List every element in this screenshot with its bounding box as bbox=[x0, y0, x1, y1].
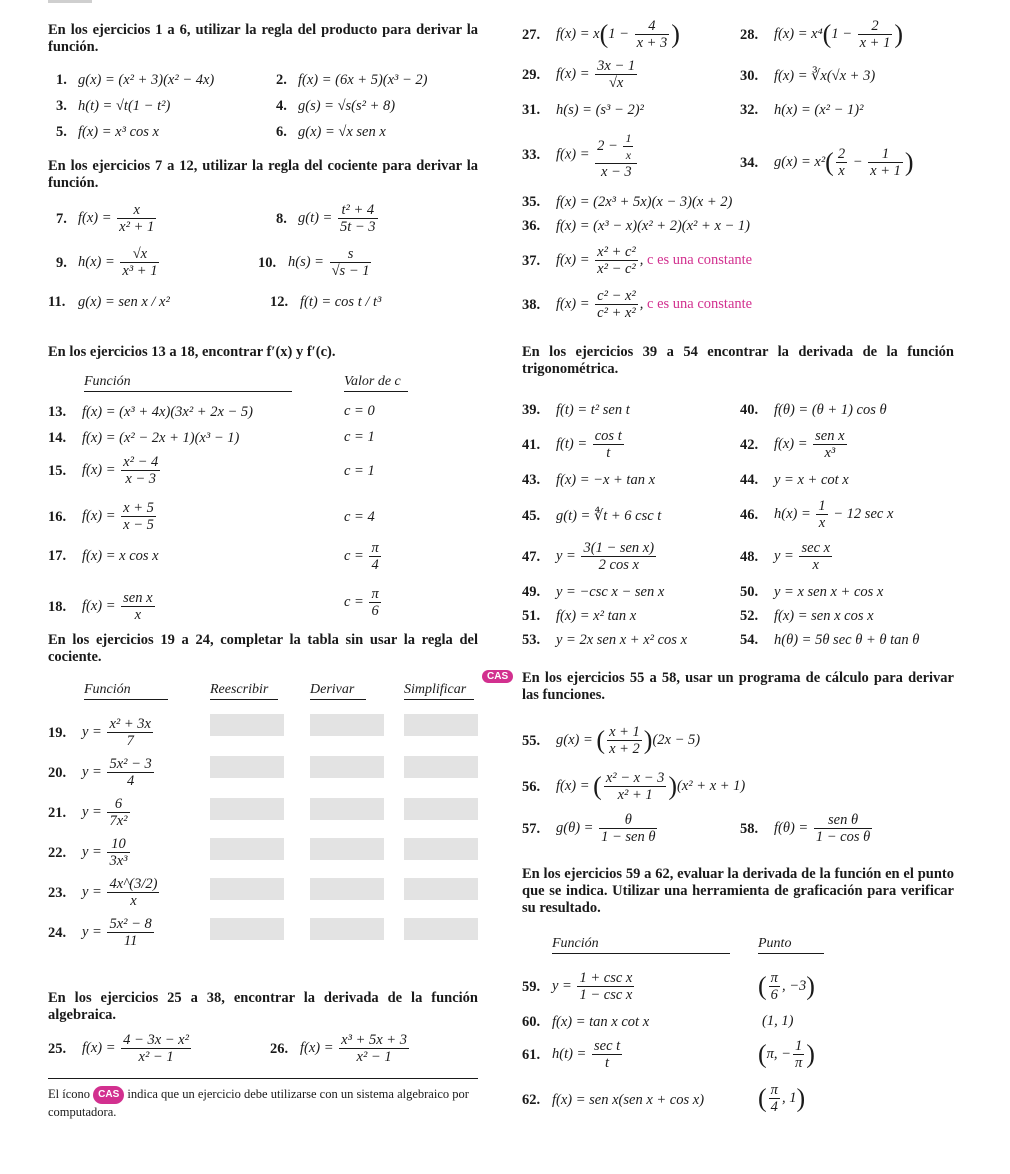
exercise-28: 28. f(x) = x⁴(1 − $\frac{2}{x + 1}$ ) bbox=[740, 18, 904, 51]
exercise-62: 62. f(x) = sen x(sen x + cos x) bbox=[522, 1091, 705, 1108]
exercise-39: 39. f(t) = t² sen t bbox=[522, 401, 630, 418]
exercise-32: 32. h(x) = (x² − 1)² bbox=[740, 101, 864, 118]
exercise-27: 27. f(x) = x(1 − $\frac{4}{x + 3}$ ) bbox=[522, 18, 680, 51]
exercise-43: 43. f(x) = −x + tan x bbox=[522, 471, 656, 488]
cas-badge-55-58: CAS bbox=[482, 670, 513, 683]
exercise-54: 54. h(θ) = 5θ sec θ + θ tan θ bbox=[740, 631, 920, 648]
exercise-59: 59. y = 1 + csc x 1 − csc x bbox=[522, 970, 633, 1003]
instruction-25-38: En los ejercicios 25 a 38, encontrar la derivada de la función algebraica. bbox=[48, 990, 478, 1023]
c-value-16: c = 4 bbox=[344, 509, 375, 525]
table-cell-21-simplify bbox=[404, 798, 478, 820]
exercise-33: 33. f(x) = 2 − $\frac{1}{x}$ x − 3 bbox=[522, 130, 639, 180]
c-value-15: c = 1 bbox=[344, 463, 375, 479]
instruction-19-24: En los ejercicios 19 a 24, completar la tabla sin usar la regla del cociente. bbox=[48, 632, 478, 665]
table-cell-19-rewrite bbox=[210, 714, 284, 736]
header-funcion: Función bbox=[84, 374, 292, 392]
table-cell-19-derive bbox=[310, 714, 384, 736]
instruction-59-62: En los ejercicios 59 a 62, evaluar la derivada de la función en el punto que se indica. Utilizar una herramienta de graficación para verificar su resultado. bbox=[522, 866, 954, 916]
table-cell-24-derive bbox=[310, 918, 384, 940]
point-59: ( $\frac{\pi}{6}$ , −3) bbox=[758, 970, 815, 1003]
header-valor-de-c: Valor de c bbox=[344, 374, 408, 392]
exercise-47: 47. y = 3(1 − sen x) 2 cos x bbox=[522, 540, 655, 573]
exercise-48: 48. y = sec x x bbox=[740, 540, 831, 573]
point-61: (π, − $\frac{1}{\pi}$ ) bbox=[758, 1038, 815, 1071]
table-cell-23-rewrite bbox=[210, 878, 284, 900]
exercise-58: 58. f(θ) = sen θ 1 − cos θ bbox=[740, 812, 871, 845]
table-cell-21-rewrite bbox=[210, 798, 284, 820]
exercise-6: 6. g(x) = √x sen x bbox=[276, 123, 386, 140]
exercise-15: 15. f(x) = $\frac{\text{x² − 4}}{x - 3}$ bbox=[48, 454, 159, 487]
table-cell-21-derive bbox=[310, 798, 384, 820]
instruction-55-58: En los ejercicios 55 a 58, usar un programa de cálculo para derivar las funciones. bbox=[522, 670, 954, 703]
exercise-30: 30. f(x) = ∛x(√x + 3) bbox=[740, 67, 876, 84]
exercise-37: 37. f(x) = $\frac{\text{x² + c²}}{\text{x² − c²}}$ , c es una constante bbox=[522, 244, 753, 277]
exercise-8: 8. g(t) = $\frac{\text{t² + 4}}{5t - 3}$ bbox=[276, 202, 376, 235]
exercise-46: 46. h(x) = $\frac{1}{x}$ − 12 sec x bbox=[740, 498, 894, 531]
exercise-17: 17. f(x) = x cos x bbox=[48, 547, 159, 564]
header-funcion-2: Función bbox=[84, 682, 168, 700]
c-value-18: c = $\frac{\pi}{6}$ bbox=[344, 586, 379, 619]
footnote-rule bbox=[48, 1078, 478, 1079]
exercise-36: 36. f(x) = (x³ − x)(x² + 2)(x² + x − 1) bbox=[522, 217, 750, 234]
exercise-44: 44. y = x + cot x bbox=[740, 471, 849, 488]
header-punto: Punto bbox=[758, 936, 824, 954]
exercise-60: 60. f(x) = tan x cot x bbox=[522, 1013, 650, 1030]
exercise-25: 25. f(x) = $\frac{\text{4 − 3x − x²}}{\text{x² − 1}}$ bbox=[48, 1032, 189, 1065]
exercise-61: 61. h(t) = sec t t bbox=[522, 1038, 621, 1071]
c-value-14: c = 1 bbox=[344, 429, 375, 445]
exercise-49: 49. y = −csc x − sen x bbox=[522, 583, 665, 600]
table-cell-20-derive bbox=[310, 756, 384, 778]
exercise-55: 55. g(x) = ( $\frac{x + 1}{x + 2}$ )(2x − 5) bbox=[522, 724, 701, 757]
exercise-53: 53. y = 2x sen x + x² cos x bbox=[522, 631, 688, 648]
c-value-17: c = $\frac{\pi}{4}$ bbox=[344, 540, 379, 573]
table-cell-19-simplify bbox=[404, 714, 478, 736]
exercise-14: 14. f(x) = (x² − 2x + 1)(x³ − 1) bbox=[48, 429, 240, 446]
exercise-7: 7. f(x) = $\frac{x}{\text{x² + 1}}$ bbox=[56, 202, 155, 235]
c-value-13: c = 0 bbox=[344, 403, 375, 419]
exercise-5: 5. f(x) = x³ cos x bbox=[56, 123, 159, 140]
exercise-51: 51. f(x) = x² tan x bbox=[522, 607, 637, 624]
exercise-31: 31. h(s) = (s³ − 2)² bbox=[522, 101, 644, 118]
header-reescribir: Reescribir bbox=[210, 682, 278, 700]
constant-note-38: c es una constante bbox=[647, 295, 753, 312]
constant-note-37: c es una constante bbox=[647, 251, 753, 268]
instruction-1-6: En los ejercicios 1 a 6, utilizar la regla del producto para derivar la función. bbox=[48, 22, 478, 55]
exercise-45: 45. g(t) = ∜t + 6 csc t bbox=[522, 507, 662, 524]
footnote: El ícono CAS indica que un ejercicio debe utilizarse con un sistema algebraico por computadora. bbox=[48, 1087, 469, 1120]
table-cell-22-rewrite bbox=[210, 838, 284, 860]
point-60: (1, 1) bbox=[762, 1013, 794, 1029]
exercise-57: 57. g(θ) = θ 1 − sen θ bbox=[522, 812, 656, 845]
table-cell-24-rewrite bbox=[210, 918, 284, 940]
exercise-13: 13. f(x) = (x³ + 4x)(3x² + 2x − 5) bbox=[48, 403, 254, 420]
instruction-39-54: En los ejercicios 39 a 54 encontrar la derivada de la función trigonométrica. bbox=[522, 344, 954, 377]
table-cell-20-rewrite bbox=[210, 756, 284, 778]
exercise-16: 16. f(x) = $\frac{x + 5}{x - 5}$ bbox=[48, 500, 154, 533]
exercise-19: 19. y = $\frac{\text{x² + 3x}}{7}$ bbox=[48, 716, 151, 749]
exercise-41: 41. f(t) = $\frac{\text{cos t}}{t}$ bbox=[522, 428, 622, 461]
top-rule bbox=[48, 0, 92, 3]
header-simplificar: Simplificar bbox=[404, 682, 474, 700]
exercise-26: 26. f(x) = $\frac{\text{x³ + 5x + 3}}{\text{x² − 1}}$ bbox=[270, 1032, 407, 1065]
exercise-2: 2. f(x) = (6x + 5)(x³ − 2) bbox=[276, 71, 428, 88]
exercise-3: 3. h(t) = √t(1 − t²) bbox=[56, 97, 171, 114]
exercise-1: 1. g(x) = (x² + 3)(x² − 4x) bbox=[56, 71, 215, 88]
exercise-42: 42. f(x) = sen x x³ bbox=[740, 428, 845, 461]
table-cell-24-simplify bbox=[404, 918, 478, 940]
exercise-38: 38. f(x) = $\frac{\text{c² − x²}}{\text{c² + x²}}$ , c es una constante bbox=[522, 288, 753, 321]
header-derivar: Derivar bbox=[310, 682, 366, 700]
exercise-40: 40. f(θ) = (θ + 1) cos θ bbox=[740, 401, 887, 418]
exercise-22: 22. y = $\frac{10}{\text{3x³}}$ bbox=[48, 836, 128, 869]
exercise-12: 12. f(t) = cos t / t³ bbox=[270, 293, 382, 310]
exercise-11: 11. g(x) = sen x / x² bbox=[48, 293, 170, 310]
exercise-18: 18. f(x) = sen x x bbox=[48, 590, 153, 623]
exercise-10: 10. h(s) = $\frac{s}{√s - 1}$ bbox=[258, 246, 370, 279]
exercise-52: 52. f(x) = sen x cos x bbox=[740, 607, 874, 624]
exercise-50: 50. y = x sen x + cos x bbox=[740, 583, 884, 600]
table-cell-20-simplify bbox=[404, 756, 478, 778]
exercise-29: 29. f(x) = $\frac{3x - 1}{√x}$ bbox=[522, 58, 636, 91]
exercise-34: 34. g(x) = x²( $\frac{2}{x}$ − $\frac{1}{x + 1}$ ) bbox=[740, 146, 914, 179]
table-cell-23-simplify bbox=[404, 878, 478, 900]
table-cell-22-derive bbox=[310, 838, 384, 860]
cas-badge: CAS bbox=[93, 1086, 124, 1104]
exercise-21: 21. y = $\frac{6}{\text{7x²}}$ bbox=[48, 796, 128, 829]
exercise-56: 56. f(x) = ( $\frac{\text{x² − x − 3}}{\text{x² + 1}}$ )(x² + x + 1) bbox=[522, 770, 746, 803]
exercise-35: 35. f(x) = (2x³ + 5x)(x − 3)(x + 2) bbox=[522, 193, 733, 210]
exercise-9: 9. h(x) = $\frac{√x}{\text{x³ + 1}}$ bbox=[56, 246, 158, 279]
exercise-23: 23. y = $\frac{4x\^{}(3/2)}{x}$ bbox=[48, 876, 158, 909]
table-cell-23-derive bbox=[310, 878, 384, 900]
exercise-4: 4. g(s) = √s(s² + 8) bbox=[276, 97, 396, 114]
point-62: ( $\frac{\pi}{4}$ , 1) bbox=[758, 1082, 806, 1115]
instruction-7-12: En los ejercicios 7 a 12, utilizar la regla del cociente para derivar la función. bbox=[48, 158, 478, 191]
header-funcion-3: Función bbox=[552, 936, 730, 954]
table-cell-22-simplify bbox=[404, 838, 478, 860]
instruction-13-18: En los ejercicios 13 a 18, encontrar f′(x) y f′(c). bbox=[48, 344, 336, 360]
exercise-24: 24. y = $\frac{\text{5x² − 8}}{11}$ bbox=[48, 916, 152, 949]
exercise-20: 20. y = $\frac{\text{5x² − 3}}{4}$ bbox=[48, 756, 152, 789]
